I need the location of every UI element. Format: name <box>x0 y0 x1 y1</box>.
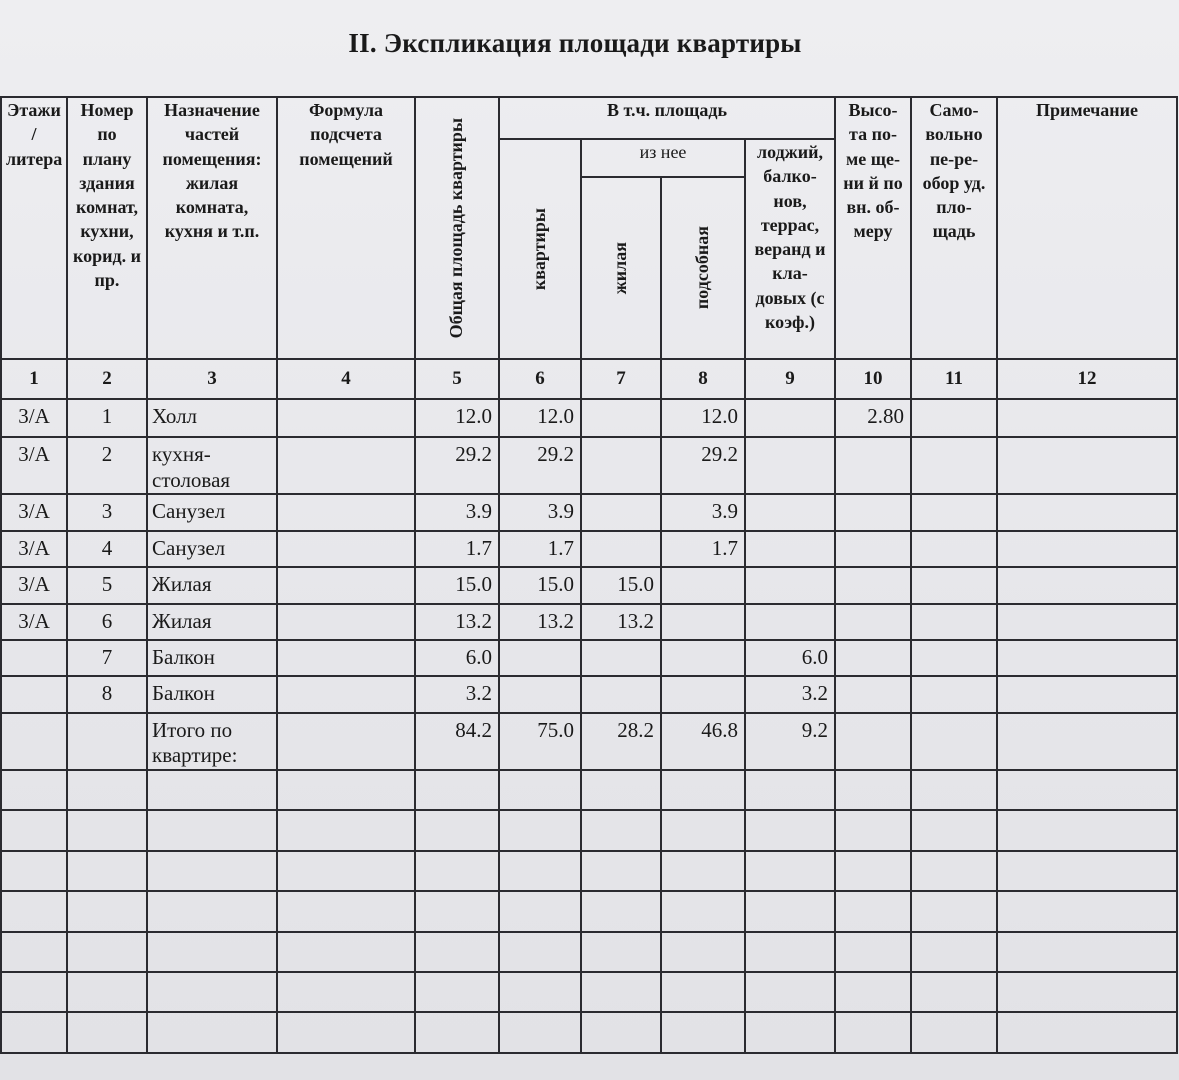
cell-room-name: Жилая <box>147 604 277 640</box>
empty-cell <box>745 770 835 810</box>
empty-row <box>1 972 1177 1012</box>
table-row <box>1 676 1177 712</box>
empty-cell <box>661 810 745 850</box>
empty-cell <box>415 891 499 931</box>
cell-total-area: 12.0 <box>415 399 499 437</box>
empty-cell <box>835 810 911 850</box>
cell-height <box>835 494 911 530</box>
cell-loggia-area <box>745 531 835 567</box>
cell-apartment-area: 3.9 <box>499 494 581 530</box>
empty-cell <box>415 770 499 810</box>
empty-cell <box>499 972 581 1012</box>
cell-room-number: 4 <box>67 531 147 567</box>
header-apartment-text: квартиры <box>529 207 550 291</box>
empty-cell <box>997 972 1177 1012</box>
cell-formula <box>277 676 415 712</box>
empty-cell <box>835 932 911 972</box>
empty-cell <box>415 1012 499 1053</box>
cell-auxiliary-area: 46.8 <box>661 713 745 770</box>
cell-note <box>997 437 1177 494</box>
cell-living-area <box>581 399 661 437</box>
empty-cell <box>745 932 835 972</box>
empty-cell <box>745 891 835 931</box>
cell-room-number: 2 <box>67 437 147 494</box>
empty-cell <box>499 810 581 850</box>
empty-cell <box>147 891 277 931</box>
cell-living-area <box>581 494 661 530</box>
cell-room-name: Балкон <box>147 640 277 676</box>
col-number: 1 <box>1 359 67 399</box>
empty-cell <box>499 1012 581 1053</box>
cell-unauthorized <box>911 676 997 712</box>
cell-living-area <box>581 640 661 676</box>
empty-cell <box>277 851 415 891</box>
empty-cell <box>277 810 415 850</box>
cell-unauthorized <box>911 713 997 770</box>
cell-floor: 3/А <box>1 531 67 567</box>
cell-floor <box>1 676 67 712</box>
cell-loggia-area: 9.2 <box>745 713 835 770</box>
cell-floor: 3/А <box>1 437 67 494</box>
header-loggias: лоджий, балко-нов, террас, веранд и кла-довых (с коэф.) <box>745 139 835 359</box>
cell-floor: 3/А <box>1 399 67 437</box>
column-number-row <box>1 359 1177 399</box>
cell-unauthorized <box>911 604 997 640</box>
empty-row <box>1 1012 1177 1053</box>
empty-cell <box>745 972 835 1012</box>
empty-cell <box>911 770 997 810</box>
empty-cell <box>581 851 661 891</box>
document-title: II. Экспликация площади квартиры <box>348 28 802 58</box>
cell-room-name: Холл <box>147 399 277 437</box>
empty-cell <box>661 891 745 931</box>
cell-floor: 3/А <box>1 494 67 530</box>
empty-cell <box>661 1012 745 1053</box>
empty-cell <box>835 1012 911 1053</box>
empty-cell <box>997 1012 1177 1053</box>
empty-cell <box>835 972 911 1012</box>
cell-living-area <box>581 676 661 712</box>
empty-cell <box>911 851 997 891</box>
empty-cell <box>835 851 911 891</box>
empty-cell <box>499 851 581 891</box>
cell-room-number: 5 <box>67 567 147 603</box>
empty-cell <box>911 810 997 850</box>
empty-cell <box>997 891 1177 931</box>
header-apartment <box>499 139 581 359</box>
cell-formula <box>277 604 415 640</box>
header-of-which: из нее <box>581 139 745 177</box>
empty-cell <box>1 972 67 1012</box>
header-total-area <box>415 97 499 359</box>
cell-apartment-area: 75.0 <box>499 713 581 770</box>
cell-loggia-area: 3.2 <box>745 676 835 712</box>
cell-total-area: 1.7 <box>415 531 499 567</box>
empty-cell <box>67 770 147 810</box>
col-number: 12 <box>997 359 1177 399</box>
cell-total-area: 3.2 <box>415 676 499 712</box>
cell-formula <box>277 640 415 676</box>
empty-cell <box>745 810 835 850</box>
empty-cell <box>1 1012 67 1053</box>
header-auxiliary-text: подсобная <box>692 226 713 310</box>
cell-unauthorized <box>911 567 997 603</box>
empty-cell <box>835 770 911 810</box>
empty-cell <box>147 851 277 891</box>
empty-cell <box>911 1012 997 1053</box>
empty-cell <box>661 932 745 972</box>
empty-cell <box>499 770 581 810</box>
table-row <box>1 399 1177 437</box>
cell-total-area: 15.0 <box>415 567 499 603</box>
cell-formula <box>277 437 415 494</box>
col-number: 5 <box>415 359 499 399</box>
col-number: 2 <box>67 359 147 399</box>
cell-unauthorized <box>911 399 997 437</box>
header-living <box>581 177 661 359</box>
header-living-text: жилая <box>610 241 631 295</box>
cell-unauthorized <box>911 640 997 676</box>
cell-living-area: 28.2 <box>581 713 661 770</box>
empty-cell <box>277 972 415 1012</box>
cell-formula <box>277 713 415 770</box>
cell-formula <box>277 567 415 603</box>
cell-total-area: 3.9 <box>415 494 499 530</box>
empty-cell <box>581 891 661 931</box>
empty-cell <box>911 972 997 1012</box>
col-number: 6 <box>499 359 581 399</box>
header-formula: Формула подсчета помещений <box>277 97 415 359</box>
cell-auxiliary-area <box>661 676 745 712</box>
cell-formula <box>277 494 415 530</box>
col-number: 9 <box>745 359 835 399</box>
cell-formula <box>277 531 415 567</box>
empty-row <box>1 932 1177 972</box>
empty-cell <box>415 851 499 891</box>
empty-cell <box>277 1012 415 1053</box>
empty-cell <box>581 932 661 972</box>
cell-height <box>835 676 911 712</box>
empty-cell <box>997 932 1177 972</box>
empty-cell <box>661 770 745 810</box>
cell-auxiliary-area: 29.2 <box>661 437 745 494</box>
cell-floor: 3/А <box>1 604 67 640</box>
empty-row <box>1 851 1177 891</box>
empty-cell <box>277 891 415 931</box>
empty-cell <box>835 891 911 931</box>
cell-apartment-area: 1.7 <box>499 531 581 567</box>
header-incl-area: В т.ч. площадь <box>499 97 835 139</box>
cell-auxiliary-area: 3.9 <box>661 494 745 530</box>
empty-cell <box>661 972 745 1012</box>
empty-cell <box>67 891 147 931</box>
cell-room-number: 3 <box>67 494 147 530</box>
cell-total-area: 13.2 <box>415 604 499 640</box>
cell-apartment-area: 12.0 <box>499 399 581 437</box>
cell-total-area: 84.2 <box>415 713 499 770</box>
cell-auxiliary-area <box>661 640 745 676</box>
empty-cell <box>67 932 147 972</box>
header-note: Примечание <box>997 97 1177 359</box>
cell-loggia-area <box>745 604 835 640</box>
cell-unauthorized <box>911 437 997 494</box>
cell-auxiliary-area <box>661 604 745 640</box>
header-total-area-text: Общая площадь квартиры <box>446 117 467 339</box>
cell-room-number: 7 <box>67 640 147 676</box>
table-row <box>1 494 1177 530</box>
empty-cell <box>147 770 277 810</box>
cell-height <box>835 604 911 640</box>
cell-living-area <box>581 437 661 494</box>
empty-cell <box>415 932 499 972</box>
cell-height <box>835 567 911 603</box>
empty-cell <box>67 810 147 850</box>
cell-auxiliary-area: 1.7 <box>661 531 745 567</box>
col-number: 10 <box>835 359 911 399</box>
cell-note <box>997 531 1177 567</box>
cell-note <box>997 604 1177 640</box>
cell-room-name: Санузел <box>147 494 277 530</box>
cell-living-area: 15.0 <box>581 567 661 603</box>
header-purpose: Назначение частей помещения: жилая комната, кухня и т.п. <box>147 97 277 359</box>
header-auxiliary <box>661 177 745 359</box>
cell-living-area: 13.2 <box>581 604 661 640</box>
table-row <box>1 437 1177 494</box>
cell-loggia-area: 6.0 <box>745 640 835 676</box>
empty-cell <box>1 770 67 810</box>
cell-room-name: Итого по квартире: <box>147 713 277 770</box>
cell-height <box>835 437 911 494</box>
cell-total-area: 29.2 <box>415 437 499 494</box>
cell-note <box>997 567 1177 603</box>
cell-floor: 3/А <box>1 567 67 603</box>
cell-height <box>835 713 911 770</box>
cell-living-area <box>581 531 661 567</box>
empty-row <box>1 891 1177 931</box>
cell-room-name: Жилая <box>147 567 277 603</box>
header-floors: Этажи / литера <box>1 97 67 359</box>
cell-auxiliary-area: 12.0 <box>661 399 745 437</box>
cell-note <box>997 713 1177 770</box>
cell-floor <box>1 713 67 770</box>
cell-room-name: кухня-столовая <box>147 437 277 494</box>
col-number: 11 <box>911 359 997 399</box>
empty-cell <box>147 972 277 1012</box>
cell-room-number: 1 <box>67 399 147 437</box>
cell-apartment-area: 29.2 <box>499 437 581 494</box>
col-number: 8 <box>661 359 745 399</box>
cell-note <box>997 676 1177 712</box>
empty-cell <box>997 810 1177 850</box>
empty-cell <box>581 1012 661 1053</box>
cell-room-number: 6 <box>67 604 147 640</box>
cell-total-area: 6.0 <box>415 640 499 676</box>
empty-cell <box>147 932 277 972</box>
cell-room-number: 8 <box>67 676 147 712</box>
cell-height: 2.80 <box>835 399 911 437</box>
cell-apartment-area <box>499 640 581 676</box>
cell-room-name: Санузел <box>147 531 277 567</box>
col-number: 3 <box>147 359 277 399</box>
header-unauthorized: Само-вольно пе-ре-обор уд. пло-щадь <box>911 97 997 359</box>
empty-cell <box>1 891 67 931</box>
empty-cell <box>499 891 581 931</box>
empty-cell <box>277 932 415 972</box>
cell-note <box>997 399 1177 437</box>
cell-loggia-area <box>745 567 835 603</box>
cell-formula <box>277 399 415 437</box>
cell-loggia-area <box>745 437 835 494</box>
empty-cell <box>661 851 745 891</box>
empty-cell <box>67 1012 147 1053</box>
empty-row <box>1 810 1177 850</box>
empty-cell <box>1 851 67 891</box>
table-row <box>1 604 1177 640</box>
empty-cell <box>147 810 277 850</box>
empty-row <box>1 770 1177 810</box>
empty-cell <box>147 1012 277 1053</box>
cell-apartment-area: 15.0 <box>499 567 581 603</box>
empty-cell <box>745 1012 835 1053</box>
cell-room-name: Балкон <box>147 676 277 712</box>
empty-cell <box>911 891 997 931</box>
header-height: Высо-та по-ме ще-ни й по вн. об-меру <box>835 97 911 359</box>
empty-cell <box>67 851 147 891</box>
empty-cell <box>67 972 147 1012</box>
empty-cell <box>997 770 1177 810</box>
cell-height <box>835 640 911 676</box>
table-row <box>1 531 1177 567</box>
empty-cell <box>581 972 661 1012</box>
total-row <box>1 713 1177 770</box>
col-number: 4 <box>277 359 415 399</box>
cell-height <box>835 531 911 567</box>
cell-apartment-area: 13.2 <box>499 604 581 640</box>
col-number: 7 <box>581 359 661 399</box>
cell-room-number <box>67 713 147 770</box>
empty-cell <box>581 810 661 850</box>
cell-loggia-area <box>745 399 835 437</box>
cell-auxiliary-area <box>661 567 745 603</box>
cell-loggia-area <box>745 494 835 530</box>
empty-cell <box>997 851 1177 891</box>
empty-cell <box>581 770 661 810</box>
cell-apartment-area <box>499 676 581 712</box>
cell-note <box>997 494 1177 530</box>
empty-cell <box>745 851 835 891</box>
empty-cell <box>415 972 499 1012</box>
explication-table <box>0 96 1178 1054</box>
empty-cell <box>1 810 67 850</box>
table-row <box>1 640 1177 676</box>
empty-cell <box>277 770 415 810</box>
cell-unauthorized <box>911 494 997 530</box>
empty-cell <box>415 810 499 850</box>
table-body <box>1 399 1177 1053</box>
cell-note <box>997 640 1177 676</box>
empty-cell <box>911 932 997 972</box>
cell-unauthorized <box>911 531 997 567</box>
empty-cell <box>1 932 67 972</box>
empty-cell <box>499 932 581 972</box>
header-room-number: Номер по плану здания комнат, кухни, корид. и пр. <box>67 97 147 359</box>
table-row <box>1 567 1177 603</box>
cell-floor <box>1 640 67 676</box>
